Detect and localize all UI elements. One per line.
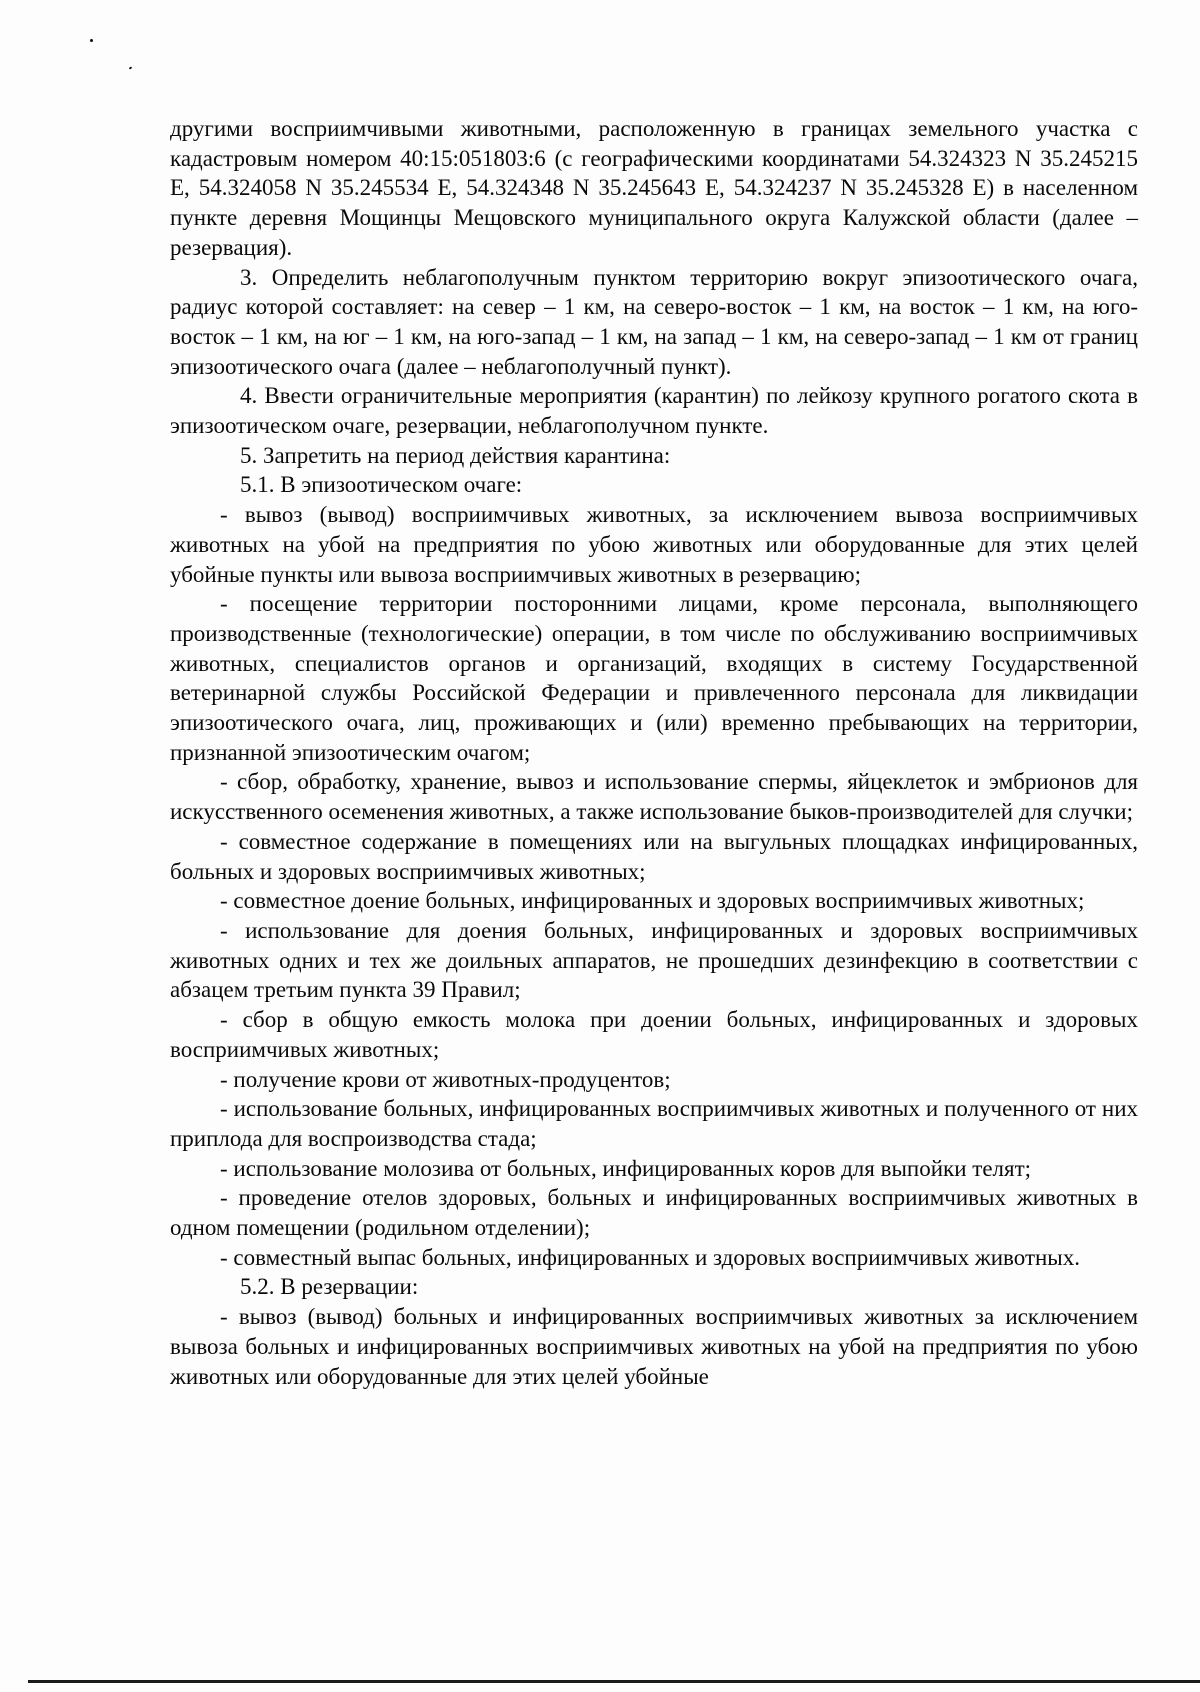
list-item: - совместное содержание в помещениях или на выгульных площадках инфицированных, больных и здоровых восприимчивых животных; bbox=[170, 828, 1138, 884]
document-body bbox=[170, 114, 1138, 1391]
list-item: - сбор, обработку, хранение, вывоз и использование спермы, яйцеклеток и эмбрионов для искусственного осеменения животных, а также использование быков-производителей для случки; bbox=[170, 769, 1138, 825]
list-item: - совместное доение больных, инфицированных и здоровых восприимчивых животных; bbox=[220, 888, 1085, 914]
scan-speck bbox=[129, 66, 133, 69]
paragraph-continuation: другими восприимчивыми животными, расположенную в границах земельного участка с кадастровым номером 40:15:051803:6 (с географическими координатами 54.324323 N 35.245215 E, 54.324058 N 35.245534 E, 54.324348 N 35.245643 E, 54.324237 N 35.245328 E) в населенном пункте деревня Мощинцы Мещовского муниципального округа Калужской области (далее – резервация). bbox=[170, 116, 1138, 260]
scan-speck bbox=[90, 39, 93, 42]
list-item: - вывоз (вывод) восприимчивых животных, за исключением вывоза восприимчивых животных на убой на предприятия по убою животных или оборудованные для этих целей убойные пункты или вывоза восприимчивых животных в резервацию; bbox=[170, 502, 1138, 587]
paragraph-item-3: 3. Определить неблагополучным пунктом территорию вокруг эпизоотического очага, радиус которой составляет: на север – 1 км, на северо-восток – 1 км, на восток – 1 км, на юго-восток – 1 км, на юг – 1 км, на юго-запад – 1 км, на запад – 1 км, на северо-запад – 1 км от границ эпизоотического очага (далее – неблагополучный пункт). bbox=[170, 264, 1138, 379]
list-item: - сбор в общую емкость молока при доении больных, инфицированных и здоровых восприимчивых животных; bbox=[170, 1007, 1138, 1062]
list-item: - вывоз (вывод) больных и инфицированных восприимчивых животных за исключением вывоза больных и инфицированных восприимчивых животных на убой на предприятия по убою животных или оборудованные для этих целей убойные bbox=[170, 1304, 1138, 1389]
paragraph-item-5: 5. Запретить на период действия карантина: bbox=[240, 442, 671, 468]
paragraph-item-4: 4. Ввести ограничительные мероприятия (карантин) по лейкозу крупного рогатого скота в эпизоотическом очаге, резервации, неблагополучном пункте. bbox=[170, 383, 1138, 439]
page-bottom-rule bbox=[28, 1680, 1200, 1683]
list-item: - посещение территории посторонними лицами, кроме персонала, выполняющего производственные (технологические) операции, в том числе по обслуживанию восприимчивых животных, специалистов органов и организаций, входящих в систему Государственной ветеринарной службы Российской Федерации и привлеченного персонала для ликвидации эпизоотического очага, лиц, проживающих и (или) временно пребывающих на территории, признанной эпизоотическим очагом; bbox=[170, 591, 1138, 765]
list-item: - использование больных, инфицированных восприимчивых животных и полученного от них приплода для воспроизводства стада; bbox=[170, 1096, 1138, 1151]
list-item: - проведение отелов здоровых, больных и инфицированных восприимчивых животных в одном помещении (родильном отделении); bbox=[170, 1185, 1138, 1241]
list-item: - использование для доения больных, инфицированных и здоровых восприимчивых животных одних и тех же доильных аппаратов, не прошедших дезинфекцию в соответствии с абзацем третьим пункта 39 Правил; bbox=[170, 917, 1138, 1003]
subheading-5-1: 5.1. В эпизоотическом очаге: bbox=[240, 472, 523, 498]
list-item: - использование молозива от больных, инфицированных коров для выпойки телят; bbox=[220, 1155, 1032, 1181]
subheading-5-2: 5.2. В резервации: bbox=[240, 1274, 419, 1300]
list-item: - получение крови от животных-продуцентов; bbox=[220, 1066, 671, 1092]
list-item: - совместный выпас больных, инфицированных и здоровых восприимчивых животных. bbox=[220, 1244, 1081, 1270]
